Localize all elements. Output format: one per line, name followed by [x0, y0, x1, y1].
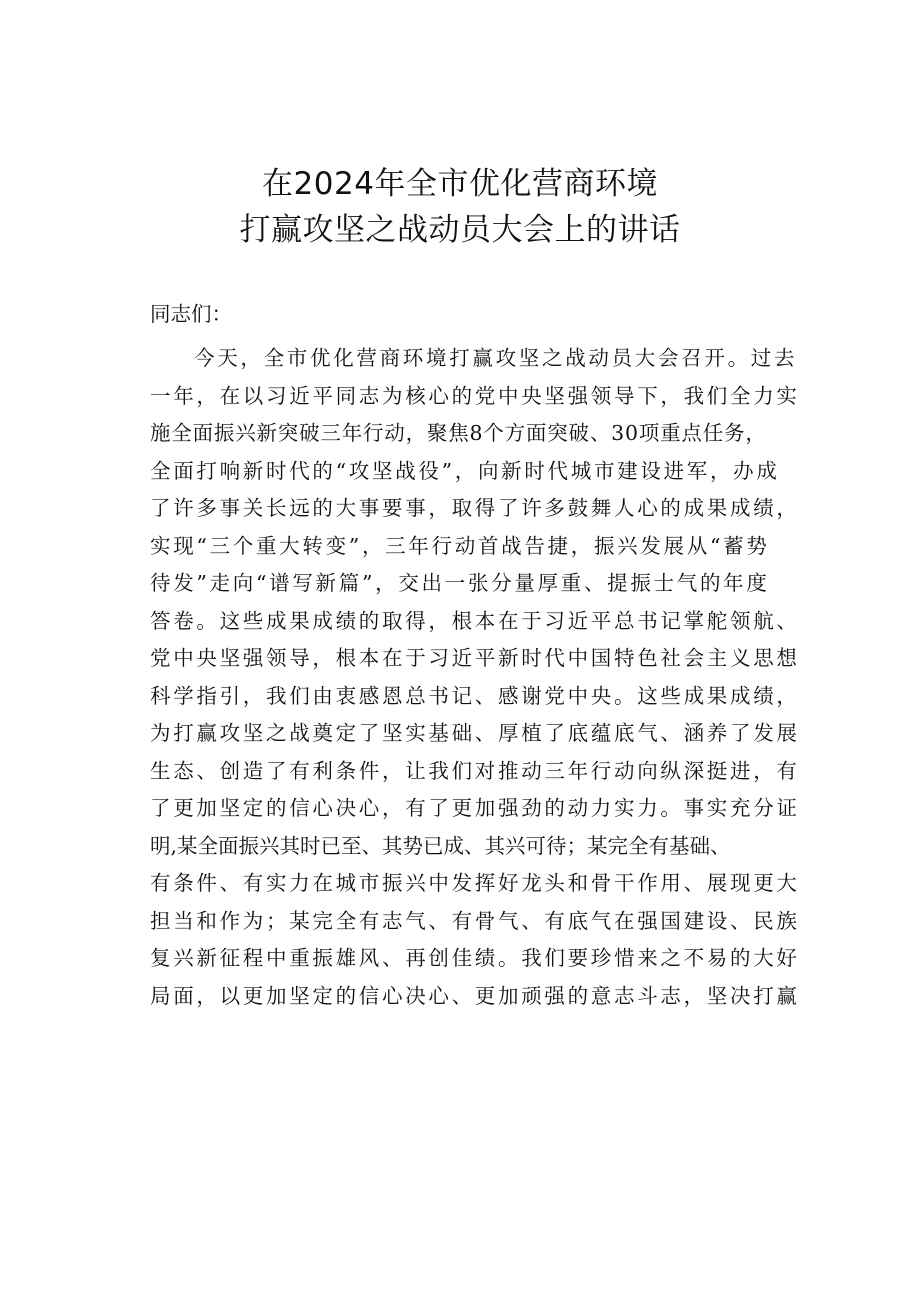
paragraph-line: 局面，以更加坚定的信心决心、更加顽强的意志斗志，坚决打赢: [150, 983, 800, 1008]
paragraph-line: 答卷。这些成果成绩的取得，根本在于习近平总书记掌舵领航、: [150, 608, 800, 633]
paragraph-line: 为打赢攻坚之战奠定了坚实基础、厚植了底蕴底气、涵养了发展: [150, 721, 800, 745]
paragraph-line: 施全面振兴新突破三年行动，聚焦8个方面突破、30项重点任务，: [150, 421, 767, 445]
paragraph-line: 了更加坚定的信心决心，有了更加强劲的动力实力。事实充分证: [150, 796, 800, 820]
paragraph-line: 明,某全面振兴其时已至、其势已成、其兴可待；某完全有基础、: [150, 833, 731, 858]
paragraph-line: 实现“三个重大转变”，三年行动首战告捷，振兴发展从“蓄势: [150, 533, 770, 558]
paragraph-line: 复兴新征程中重振雄风、再创佳绩。我们要珍惜来之不易的大好: [150, 946, 800, 970]
paragraph-line: 科学指引，我们由衷感恩总书记、感谢党中央。这些成果成绩，: [150, 683, 800, 708]
paragraph-line: 全面打响新时代的“攻坚战役”，向新时代城市建设进军，办成: [150, 458, 780, 483]
document-title-line-2: 打赢攻坚之战动员大会上的讲话: [239, 212, 681, 248]
body-paragraph: [150, 340, 798, 1015]
salutation: 同志们：: [150, 302, 232, 326]
paragraph-line: 党中央坚强领导，根本在于习近平新时代中国特色社会主义思想: [150, 646, 800, 670]
paragraph-line: 了许多事关长远的大事要事，取得了许多鼓舞人心的成果成绩，: [150, 496, 800, 520]
paragraph-line: 担当和作为；某完全有志气、有骨气、有底气在强国建设、民族: [150, 908, 800, 933]
paragraph-line: 有条件、有实力在城市振兴中发挥好龙头和骨干作用、展现更大: [150, 871, 800, 895]
paragraph-line: 待发”走向“谱写新篇”，交出一张分量厚重、提振士气的年度: [150, 571, 770, 595]
paragraph-line: 生态、创造了有利条件，让我们对推动三年行动向纵深挺进，有: [150, 758, 800, 783]
paragraph-line: 一年，在以习近平同志为核心的党中央坚强领导下，我们全力实: [150, 383, 800, 408]
paragraph-line: 今天，全市优化营商环境打赢攻坚之战动员大会召开。过去: [194, 346, 798, 370]
document-title-line-1: 在2024年全市优化营商环境: [262, 166, 658, 202]
